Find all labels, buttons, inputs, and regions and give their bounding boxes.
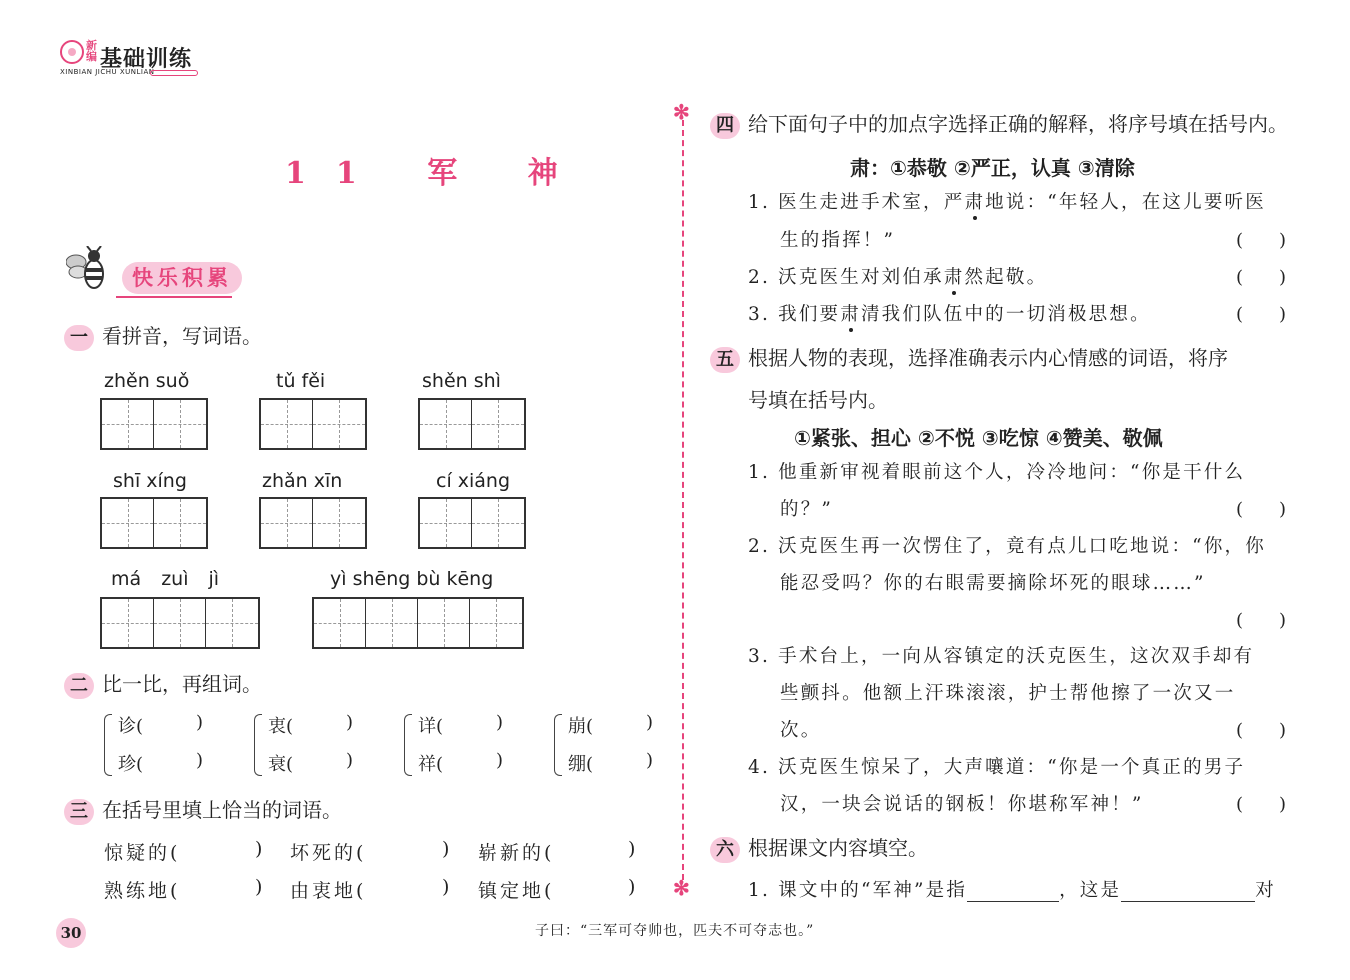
close-paren: ) — [646, 712, 654, 733]
fill-item: 熟练地( — [104, 880, 181, 902]
q5-item-3-line3: 次。 — [780, 720, 822, 741]
writing-grid[interactable] — [259, 398, 367, 450]
pinyin-label: zhěn suǒ — [104, 370, 190, 392]
q3-title: 在括号里填上恰当的词语。 — [102, 798, 342, 822]
compare-pair — [254, 712, 364, 778]
logo-flower-icon — [60, 40, 84, 64]
q6-title: 根据课文内容填空。 — [748, 836, 928, 860]
q5-number: 五 — [710, 347, 740, 373]
star-icon: ✻ — [673, 876, 690, 900]
logo-pinyin: XINBIAN JICHU XUNLIAN — [60, 68, 155, 76]
star-icon: ✻ — [673, 100, 690, 124]
answer-bracket[interactable]: ( ) — [1236, 610, 1287, 631]
close-paren: ) — [496, 750, 504, 771]
writing-grid[interactable] — [312, 597, 524, 649]
q5-item-2-line2: 能忍受吗？你的右眼需要摘除坏死的眼球……” — [780, 573, 1206, 594]
q5-item-3: 3. 手术台上，一向从容镇定的沃克医生，这次双手却有 — [748, 646, 1255, 667]
q5-item-2: 2. 沃克医生再一次愣住了，竟有点儿口吃地说：“你，你 — [748, 536, 1266, 557]
lesson-title: 11 军 神 — [285, 156, 588, 191]
page-divider — [682, 120, 684, 880]
writing-grid[interactable] — [100, 398, 208, 450]
q2-number: 二 — [64, 673, 94, 699]
close-paren: ) — [646, 750, 654, 771]
q6-heading — [710, 832, 928, 863]
close-paren: ) — [442, 876, 453, 898]
q5-title-line1: 根据人物的表现，选择准确表示内心情感的词语，将序 — [748, 346, 1228, 370]
close-paren: ) — [346, 750, 354, 771]
q3-number: 三 — [64, 799, 94, 825]
writing-grid[interactable] — [418, 497, 526, 549]
compare-char: 诊( — [118, 716, 144, 737]
compare-pair — [104, 712, 214, 778]
compare-char: 绷( — [568, 754, 594, 775]
bee-icon — [66, 246, 116, 294]
logo-title: 基础训练 — [100, 47, 193, 72]
compare-char: 珍( — [118, 754, 144, 775]
q5-item-4-line2: 汉，一块会说话的钢板！你堪称军神！” — [780, 794, 1144, 815]
fill-item: 惊疑的( — [104, 842, 181, 864]
fill-item: 由衷地( — [290, 880, 367, 902]
fill-item: 崭新的( — [478, 842, 555, 864]
q4-title: 给下面句子中的加点字选择正确的解释，将序号填在括号内。 — [748, 112, 1288, 136]
logo-small-text: 新编 — [86, 39, 97, 63]
compare-char: 衰( — [268, 754, 294, 775]
writing-grid[interactable] — [259, 497, 367, 549]
answer-bracket[interactable]: ( ) — [1236, 794, 1287, 815]
q4-item-1: 1. 医生走进手术室，严肃地说：“年轻人，在这儿要听医 — [748, 192, 1266, 213]
brace-icon — [554, 714, 562, 776]
dotted-char: 肃 — [943, 267, 965, 288]
q5-heading — [710, 342, 1228, 373]
close-paren: ) — [196, 712, 204, 733]
q4-number: 四 — [710, 113, 740, 139]
fill-item: 坏死的( — [290, 842, 367, 864]
pinyin-label: má zuì jì — [111, 568, 220, 590]
q4-item-1-line2: 生的指挥！” — [780, 230, 896, 251]
q5-options: ①紧张、担心 ②不悦 ③吃惊 ④赞美、敬佩 — [794, 426, 1163, 450]
footer-quote: 子曰：“三军可夺帅也，匹夫不可夺志也。” — [535, 923, 815, 939]
section-underline — [116, 296, 232, 298]
close-paren: ) — [628, 876, 639, 898]
q5-item-1-line2: 的？” — [780, 499, 834, 520]
answer-bracket[interactable]: ( ) — [1236, 720, 1287, 741]
q4-options: 肃：①恭敬 ②严正，认真 ③清除 — [850, 156, 1135, 180]
q4-item-3: 3. 我们要肃清我们队伍中的一切消极思想。 — [748, 304, 1151, 325]
answer-bracket[interactable]: ( ) — [1236, 267, 1287, 288]
blank-line[interactable] — [967, 884, 1059, 902]
brace-icon — [404, 714, 412, 776]
q5-item-3-line2: 些颤抖。他额上汗珠滚滚，护士帮他擦了一次又一 — [780, 683, 1236, 704]
q4-heading — [710, 108, 1288, 139]
close-paren: ) — [628, 838, 639, 860]
pinyin-label: tǔ fěi — [276, 370, 326, 392]
q4-item-2: 2. 沃克医生对刘伯承肃然起敬。 — [748, 267, 1048, 288]
q5-item-4: 4. 沃克医生惊呆了，大声嚷道：“你是一个真正的男子 — [748, 757, 1246, 778]
dotted-char: 肃 — [840, 304, 861, 325]
compare-char: 崩( — [568, 716, 594, 737]
close-paren: ) — [346, 712, 354, 733]
pinyin-label: shī xíng — [113, 470, 187, 492]
section-badge: 快乐积累 — [122, 262, 242, 294]
q1-title: 看拼音，写词语。 — [102, 324, 262, 348]
blank-line[interactable] — [1121, 884, 1255, 902]
brace-icon — [254, 714, 262, 776]
close-paren: ) — [255, 876, 266, 898]
pinyin-label: yì shēng bù kēng — [330, 568, 494, 590]
q6-item-1: 1. 课文中的“军神”是指 ，这是 对 — [748, 880, 1276, 901]
brace-icon — [104, 714, 112, 776]
compare-char: 衷( — [268, 716, 294, 737]
q1-heading — [64, 320, 262, 351]
q1-number: 一 — [64, 325, 94, 351]
pinyin-label: zhǎn xīn — [262, 470, 343, 492]
q6-number: 六 — [710, 837, 740, 863]
dotted-char: 肃 — [964, 192, 986, 213]
compare-pair — [404, 712, 514, 778]
q2-title: 比一比，再组词。 — [102, 672, 262, 696]
pinyin-label: shěn shì — [422, 370, 501, 392]
q3-heading — [64, 794, 342, 825]
logo-decoration — [150, 70, 198, 76]
writing-grid[interactable] — [100, 497, 208, 549]
answer-bracket[interactable]: ( ) — [1236, 499, 1287, 520]
answer-bracket[interactable]: ( ) — [1236, 304, 1287, 325]
page-number: 30 — [56, 918, 86, 948]
q5-item-1: 1. 他重新审视着眼前这个人，冷冷地问：“你是干什么 — [748, 462, 1246, 483]
q5-title-line2: 号填在括号内。 — [748, 388, 888, 412]
writing-grid[interactable] — [418, 398, 526, 450]
fill-item: 镇定地( — [478, 880, 555, 902]
compare-pair — [554, 712, 664, 778]
answer-bracket[interactable]: ( ) — [1236, 230, 1287, 251]
writing-grid[interactable] — [100, 597, 260, 649]
compare-char: 详( — [418, 716, 444, 737]
close-paren: ) — [255, 838, 266, 860]
pinyin-label: cí xiáng — [436, 470, 511, 492]
close-paren: ) — [196, 750, 204, 771]
close-paren: ) — [442, 838, 453, 860]
close-paren: ) — [496, 712, 504, 733]
compare-char: 祥( — [418, 754, 444, 775]
q2-heading — [64, 668, 262, 699]
